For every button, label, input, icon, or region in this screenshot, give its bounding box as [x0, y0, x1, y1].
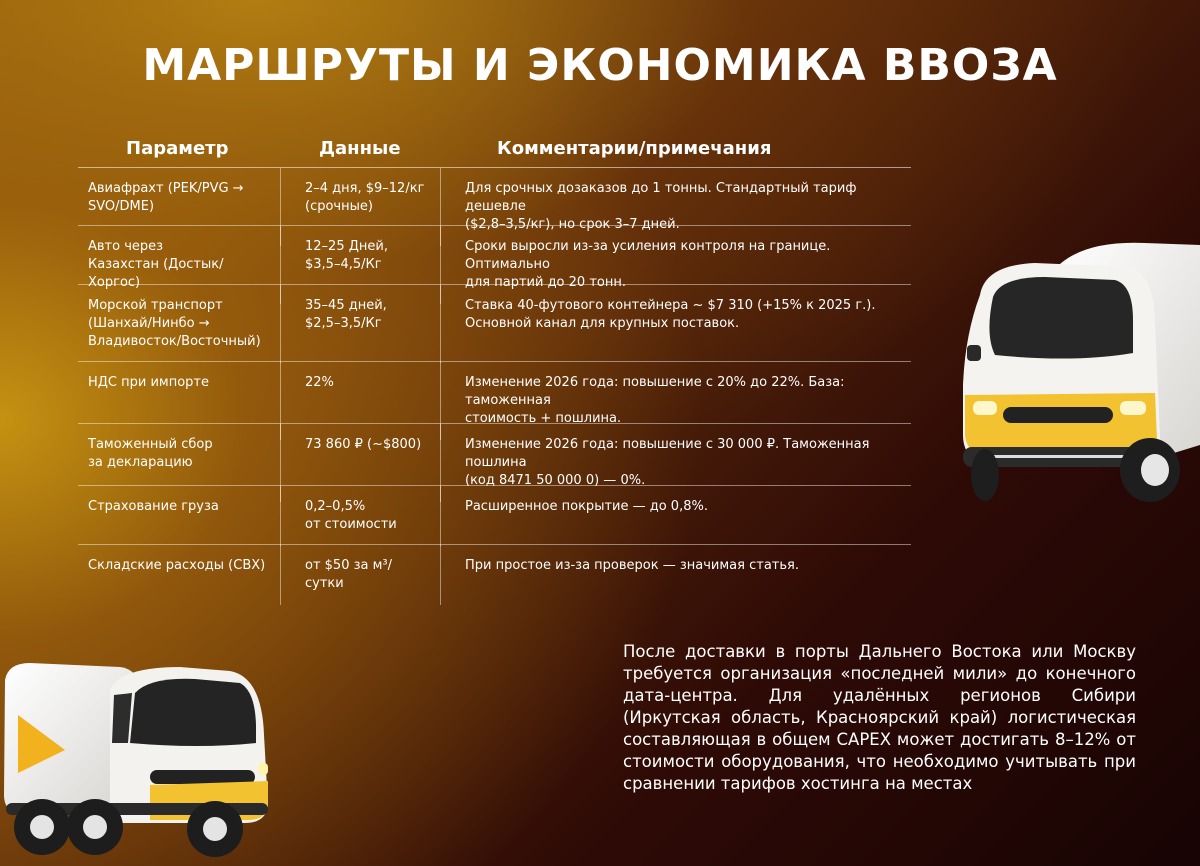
table-row: [78, 168, 911, 232]
cell-data: 22%: [281, 362, 441, 440]
cell-param: Морской транспорт (Шанхай/Нинбо → Владивосток/Восточный): [78, 285, 281, 363]
cell-data: 73 860 ₽ (~$800): [281, 424, 441, 502]
table-row: [78, 424, 911, 486]
page-title: МАРШРУТЫ И ЭКОНОМИКА ВВОЗА: [142, 40, 1058, 91]
cell-param: Страхование груза: [78, 486, 281, 546]
header-comment: Комментарии/примечания: [497, 138, 772, 159]
cell-param: Таможенный сбор за декларацию: [78, 424, 281, 502]
table-row: [78, 226, 911, 290]
cell-comment: При простое из-за проверок — значимая статья.: [465, 558, 799, 573]
cell-comment: Изменение 2026 года: повышение с 20% до 22%. База: таможенная стоимость + пошлина.: [465, 375, 845, 426]
table-row: [78, 486, 911, 545]
cell-param: Складские расходы (СВХ): [78, 545, 281, 605]
cell-comment: Изменение 2026 года: повышение с 30 000 ₽. Таможенная пошлина (код 8471 50 000 0) — 0%.: [465, 437, 870, 488]
cell-data: 12–25 Дней, $3,5–4,5/Кг: [281, 226, 441, 304]
last-mile-note: После доставки в порты Дальнего Востока или Москву требуется организация «последней мили» до конечного дата-центра. Для удалённых регионов Сибири (Иркутская область, Красноярский край) логистическая составляющая в общем CAPEX может достигать 8–12% от стоимости оборудования, что необходимо учитывать при сравнении тарифов хостинга на местах: [623, 642, 1136, 793]
cell-data: от $50 за м³/сутки: [281, 545, 441, 605]
cell-comment: Сроки выросли из-за усиления контроля на границе. Оптимально для партий до 20 тонн.: [465, 239, 831, 290]
cell-data: 35–45 дней, $2,5–3,5/Кг: [281, 285, 441, 363]
table-header: [78, 130, 911, 168]
cell-param: Авто через Казахстан (Достык/Хоргос): [78, 226, 281, 304]
header-param: Параметр: [126, 138, 229, 159]
delivery-truck-icon: [955, 235, 1200, 510]
cell-data: 2–4 дня, $9–12/кг (срочные): [281, 168, 441, 246]
delivery-truck-icon: [0, 655, 275, 860]
cell-param: НДС при импорте: [78, 362, 281, 440]
cell-data: 0,2–0,5% от стоимости: [281, 486, 441, 546]
cell-comment: Для срочных дозаказов до 1 тонны. Стандартный тариф дешевле ($2,8–3,5/кг), но срок 3–7 дней.: [465, 181, 857, 232]
cell-param: Авиафрахт (PEK/PVG → SVO/DME): [78, 168, 281, 246]
header-data: Данные: [319, 138, 401, 159]
cell-comment: Ставка 40-футового контейнера ~ $7 310 (+15% к 2025 г.). Основной канал для крупных поставок.: [465, 298, 876, 331]
cell-comment: Расширенное покрытие — до 0,8%.: [465, 499, 708, 514]
table-row: [78, 545, 911, 590]
table-row: [78, 285, 911, 362]
logistics-table: [78, 130, 911, 590]
table-row: [78, 362, 911, 424]
